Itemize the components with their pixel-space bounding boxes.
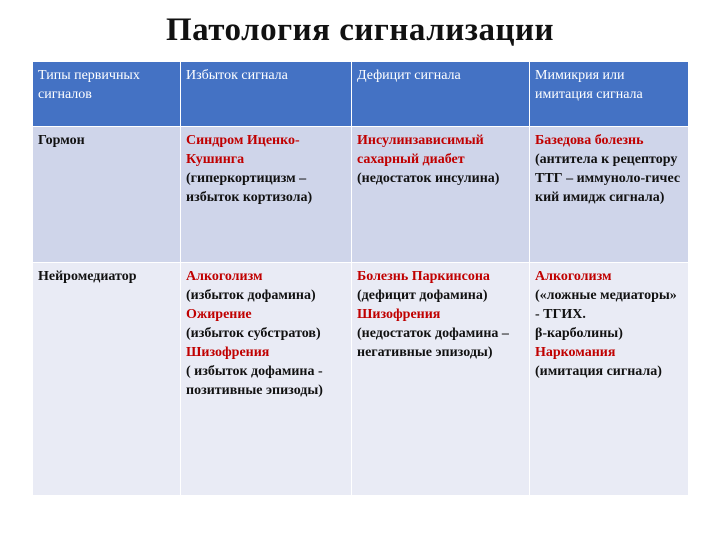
cell-line: (избыток субстратов) [186,326,321,341]
header-signal-mimicry: Мимикрия или имитация сигнала [530,62,689,127]
cell-line: β-карболины) [535,326,623,341]
cell-type: Гормон [33,127,181,263]
table-header-row [33,62,689,127]
cell-line: Болезнь Паркинсона [357,269,490,284]
cell-mimicry [530,127,689,263]
cell-line: Шизофрения [357,307,441,322]
cell-line: (недостаток дофамина – негативные эпизоды) [357,326,509,360]
cell-deficit [352,263,530,496]
cell-excess [181,263,352,496]
cell-line: Наркомания [535,345,616,360]
cell-line: («ложные медиаторы» - ТГИХ. [535,288,677,322]
page-title: Патология сигнализации [165,12,555,48]
cell-line: (имитация сигнала) [535,364,662,379]
cell-line: Базедова болезнь [535,133,644,148]
cell-line: Алкоголизм [535,269,612,284]
signal-pathology-table [32,61,689,496]
cell-line: ( избыток дофамина - позитивные эпизоды) [186,364,323,398]
cell-mimicry [530,263,689,496]
cell-type: Нейромедиатор [33,263,181,496]
header-signal-excess: Избыток сигнала [181,62,352,127]
cell-excess [181,127,352,263]
header-signal-types: Типы первичных сигналов [33,62,181,127]
cell-line: (антитела к рецептору ТТГ – иммуноло-гичес кий имидж сигнала) [535,152,681,205]
cell-line: (избыток дофамина) [186,288,316,303]
table-row-neurotransmitter [33,263,689,496]
header-signal-deficit: Дефицит сигнала [352,62,530,127]
cell-line: Алкоголизм [186,269,263,284]
cell-deficit [352,127,530,263]
cell-line: Синдром Иценко-Кушинга [186,133,300,167]
cell-line: (гиперкортицизм – избыток кортизола) [186,171,313,205]
cell-line: Шизофрения [186,345,270,360]
cell-line: Ожирение [186,307,252,322]
cell-line: Инсулинзависимый сахарный диабет [357,133,484,167]
table-row-hormone [33,127,689,263]
cell-line: (недостаток инсулина) [357,171,500,186]
cell-line: (дефицит дофамина) [357,288,488,303]
